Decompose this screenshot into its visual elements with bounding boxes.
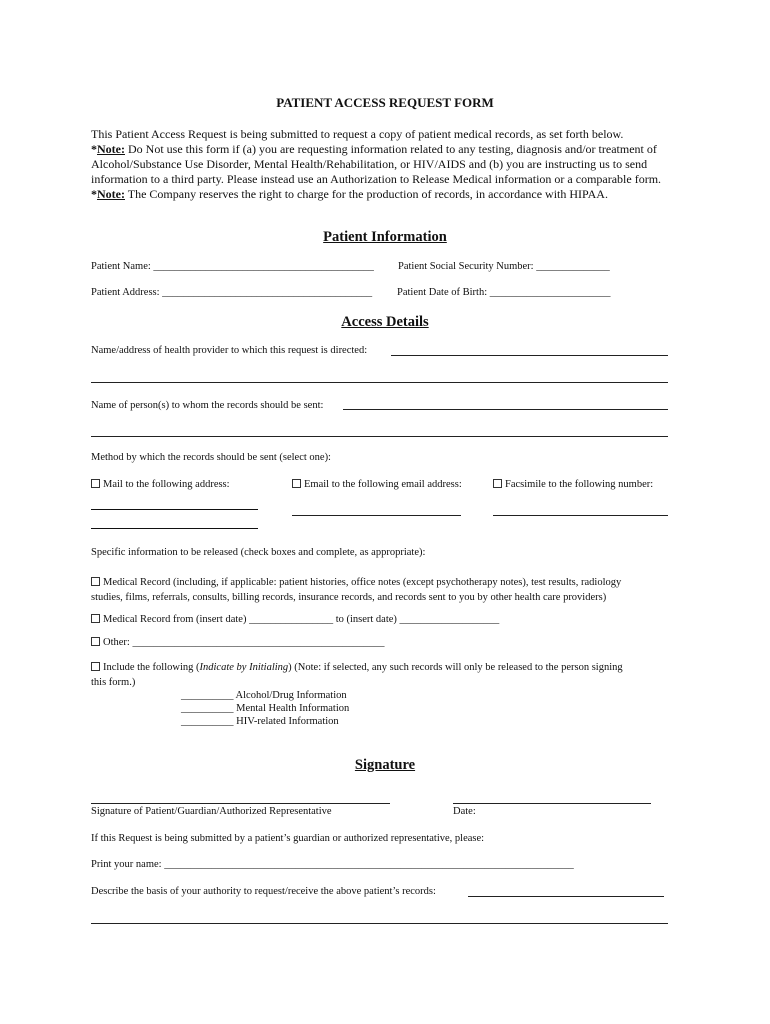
mail-option[interactable] [91, 479, 230, 490]
date-label: Date: [453, 806, 476, 817]
mail-address-line-2[interactable] [91, 528, 258, 529]
initial-item-alcohol[interactable]: __________ Alcohol/Drug Information [181, 690, 347, 701]
medical-record-dates-checkbox[interactable] [91, 614, 100, 623]
patient-info-heading: Patient Information [323, 229, 447, 245]
medical-record-label: Medical Record (including, if applicable: patient histories, office notes (except psychotherapy notes), test results, radiology [103, 577, 622, 588]
email-checkbox[interactable] [292, 479, 301, 488]
patient-address-field[interactable]: Patient Address: ________________________________________ [91, 287, 373, 298]
signature-label: Signature of Patient/Guardian/Authorized Representative [91, 806, 332, 817]
access-details-heading: Access Details [341, 314, 429, 330]
note-one-label: Note: [97, 141, 125, 156]
note-two-label: Note: [97, 186, 125, 201]
authority-label: Describe the basis of your authority to request/receive the above patient’s records: [91, 886, 436, 897]
note-one-text: Do Not use this form if (a) you are requesting information related to any testing, diagnosis and/or treatment of Alcohol/Substance Use Disorder, Mental Health/Rehabilitation, or HIV/AIDS and (b) you are instructing us to send information to a third party. Please instead use an Authorization to Release Medical information or a comparable form. [91, 141, 662, 186]
authority-line-2[interactable] [91, 923, 668, 924]
medical-record-checkbox[interactable] [91, 577, 100, 586]
fax-checkbox[interactable] [493, 479, 502, 488]
note-two-text: The Company reserves the right to charge for the production of records, in accordance with HIPAA. [124, 186, 608, 201]
date-line[interactable] [453, 803, 651, 804]
persons-line[interactable] [343, 409, 668, 410]
intro-text: This Patient Access Request is being submitted to request a copy of patient medical records, as set forth below. [91, 127, 624, 141]
email-option-label: Email to the following email address: [304, 479, 462, 490]
note-two [91, 187, 681, 202]
authority-line[interactable] [468, 896, 664, 897]
medical-record-option[interactable] [91, 577, 621, 588]
note-one [91, 142, 681, 187]
patient-name-field[interactable]: Patient Name: __________________________________________ [91, 261, 374, 272]
provider-line[interactable] [391, 355, 668, 356]
initial-item-hiv[interactable]: __________ HIV-related Information [181, 716, 339, 727]
method-label: Method by which the records should be sent (select one): [91, 452, 331, 463]
signature-line[interactable] [91, 803, 390, 804]
patient-dob-field[interactable]: Patient Date of Birth: _______________________ [397, 287, 611, 298]
provider-line-2[interactable] [91, 382, 668, 383]
provider-label: Name/address of health provider to which this request is directed: [91, 345, 368, 356]
persons-label: Name of person(s) to whom the records should be sent: [91, 400, 324, 411]
intro-block [91, 127, 681, 202]
include-italic: Indicate by Initialing [199, 662, 289, 673]
email-address-line[interactable] [292, 515, 461, 516]
patient-ssn-field[interactable]: Patient Social Security Number: ______________ [398, 261, 610, 272]
include-prefix: Include the following ( [103, 662, 200, 673]
print-name-field[interactable]: Print your name: ______________________________________________________________________________ [91, 859, 574, 870]
note-two-star: * [91, 186, 97, 201]
note-one-star: * [91, 141, 97, 156]
email-option[interactable] [292, 479, 462, 490]
fax-option-label: Facsimile to the following number: [505, 479, 654, 490]
persons-line-2[interactable] [91, 436, 668, 437]
medical-record-cont: studies, films, referrals, consults, billing records, insurance records, and records sent to you by other health care providers) [91, 592, 607, 603]
form-title: PATIENT ACCESS REQUEST FORM [276, 95, 494, 110]
guardian-note: If this Request is being submitted by a patient’s guardian or authorized representative, please: [91, 833, 485, 844]
mail-address-line-1[interactable] [91, 509, 258, 510]
medical-record-dates-option[interactable] [91, 614, 499, 625]
include-checkbox[interactable] [91, 662, 100, 671]
signature-heading: Signature [354, 757, 416, 773]
other-option[interactable] [91, 637, 384, 648]
other-checkbox[interactable] [91, 637, 100, 646]
specific-info-label: Specific information to be released (check boxes and complete, as appropriate): [91, 547, 426, 558]
include-suffix: ) (Note: if selected, any such records will only be released to the person signing [288, 662, 623, 673]
include-cont: this form.) [91, 677, 136, 688]
other-label: Other: ________________________________________________ [103, 637, 385, 648]
medical-record-dates-label: Medical Record from (insert date) ________________ to (insert date) ___________________ [103, 614, 500, 625]
mail-option-label: Mail to the following address: [103, 479, 230, 490]
include-option[interactable] [91, 662, 623, 673]
mail-checkbox[interactable] [91, 479, 100, 488]
fax-number-line[interactable] [493, 515, 668, 516]
initial-item-mental-health[interactable]: __________ Mental Health Information [181, 703, 350, 714]
fax-option[interactable] [493, 479, 653, 490]
